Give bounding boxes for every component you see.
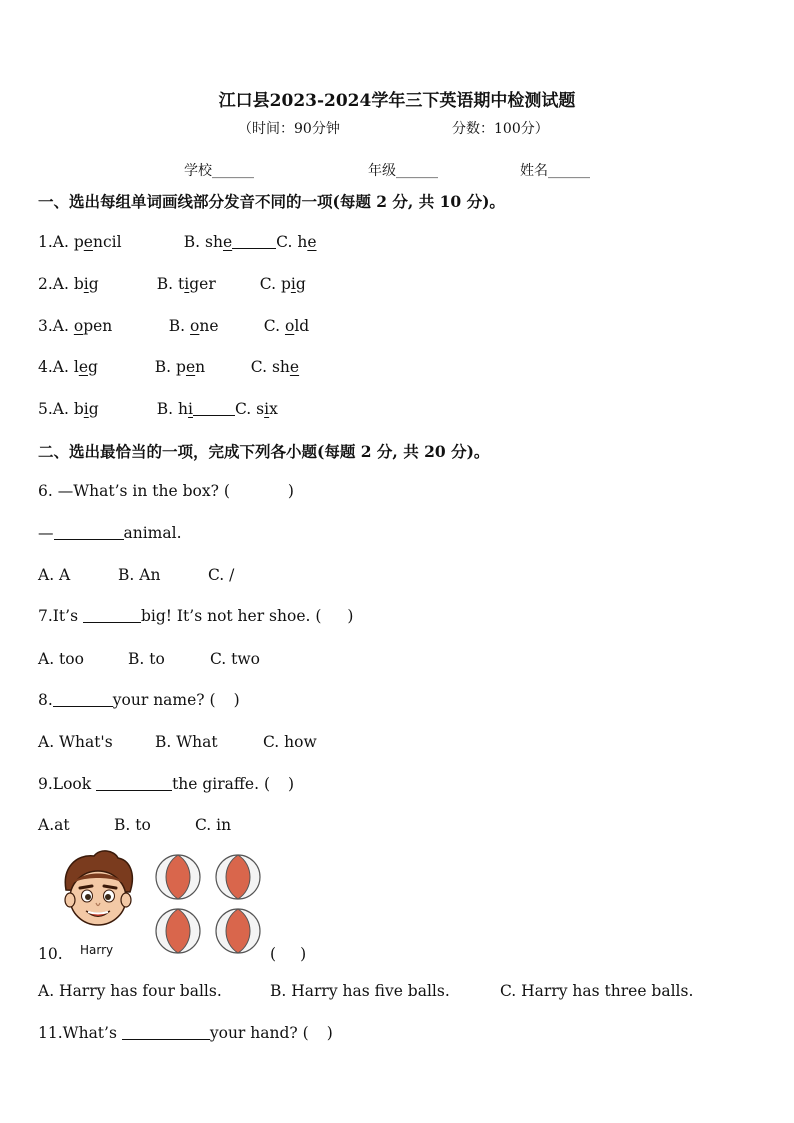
q9-option-a[interactable]: A.at	[38, 816, 70, 834]
q6-blank[interactable]	[54, 525, 124, 540]
option-b[interactable]: B. pen	[154, 358, 206, 376]
q6-option-b[interactable]: B. An	[118, 566, 161, 584]
question-9: 9.Look the giraffe. ( )	[38, 775, 295, 793]
ball-icon	[154, 907, 202, 955]
section1-heading: 一、选出每组单词画线部分发音不同的一项(每题 2 分, 共 10 分)。	[38, 192, 505, 211]
question-6	[38, 482, 294, 500]
option-c[interactable]: C. pig	[259, 275, 306, 293]
q7-options	[38, 650, 260, 668]
option-a[interactable]: A. leg	[52, 358, 98, 376]
q6-text: 6. —What’s in the box? (	[38, 482, 230, 500]
q11-blank[interactable]	[122, 1025, 210, 1040]
q8-option-b[interactable]: B. What	[155, 733, 218, 751]
school-field[interactable]: 学校______	[184, 163, 254, 179]
ball-icon	[154, 853, 202, 901]
option-b[interactable]: B. one	[168, 317, 219, 335]
q9-blank[interactable]	[96, 776, 172, 791]
q9-option-b[interactable]: B. to	[114, 816, 151, 834]
phonics-question-4	[38, 358, 299, 376]
q10-option-c[interactable]: C. Harry has three balls.	[500, 982, 694, 1000]
option-a[interactable]: A. big	[52, 275, 99, 293]
section2-heading: 二、选出最恰当的一项，完成下列各小题(每题 2 分, 共 20 分)。	[38, 442, 490, 461]
ball-icon	[214, 907, 262, 955]
q9-options	[38, 816, 231, 834]
q9-option-c[interactable]: C. in	[195, 816, 232, 834]
phonics-question-2	[38, 275, 306, 293]
phonics-question-1	[38, 233, 317, 251]
option-underline	[232, 234, 276, 249]
option-underline	[193, 401, 235, 416]
q8-blank[interactable]	[53, 692, 113, 707]
option-c[interactable]: C. old	[263, 317, 310, 335]
name-field[interactable]: 姓名______	[520, 163, 590, 179]
question-number: 5.	[38, 400, 53, 418]
question-number: 3.	[38, 317, 53, 335]
q6-option-c[interactable]: C. /	[208, 566, 235, 584]
option-b[interactable]: B. she	[184, 233, 276, 251]
phonics-question-3	[38, 317, 309, 335]
option-c[interactable]: C. six	[235, 400, 278, 418]
question-number: 1.	[38, 233, 53, 251]
q8-option-a[interactable]: A. What's	[38, 733, 113, 751]
question-7: 7.It’s big! It’s not her shoe. ( )	[38, 607, 354, 625]
q6-answer-close: )	[287, 482, 294, 500]
q10-answer-paren: ( )	[270, 945, 307, 963]
q6-options	[38, 566, 234, 584]
q10-options	[38, 982, 693, 1000]
question-6-line2: — animal.	[38, 524, 182, 542]
page-title: 江口县2023-2024学年三下英语期中检测试题	[218, 91, 576, 111]
phonics-question-5	[38, 400, 278, 418]
question-11: 11.What’s your hand? ( )	[38, 1024, 333, 1042]
boy-avatar-icon	[58, 848, 138, 938]
harry-label: Harry	[80, 943, 114, 957]
grade-field[interactable]: 年级______	[368, 163, 438, 179]
exam-time: （时间：90分钟	[238, 121, 340, 137]
question-number: 2.	[38, 275, 53, 293]
q8-option-c[interactable]: C. how	[263, 733, 317, 751]
question-8: 8. your name? ( )	[38, 691, 240, 709]
option-c[interactable]: C. she	[250, 358, 300, 376]
option-a[interactable]: A. open	[52, 317, 113, 335]
q10-option-b[interactable]: B. Harry has five balls.	[270, 982, 450, 1000]
option-b[interactable]: B. tiger	[156, 275, 216, 293]
q6-option-a[interactable]: A. A	[38, 566, 71, 584]
option-c[interactable]: C. he	[276, 233, 317, 251]
ball-icon	[214, 853, 262, 901]
q10-number: 10.	[38, 945, 63, 963]
option-b[interactable]: B. hi	[157, 400, 235, 418]
question-number: 4.	[38, 358, 53, 376]
option-a[interactable]: A. pencil	[52, 233, 122, 251]
q7-option-a[interactable]: A. too	[38, 650, 84, 668]
q10-option-a[interactable]: A. Harry has four balls.	[38, 982, 222, 1000]
q7-blank[interactable]	[83, 608, 141, 623]
q7-option-c[interactable]: C. two	[210, 650, 260, 668]
q8-options	[38, 733, 317, 751]
exam-score: 分数：100分）	[452, 121, 549, 137]
q7-option-b[interactable]: B. to	[128, 650, 165, 668]
option-a[interactable]: A. big	[52, 400, 99, 418]
